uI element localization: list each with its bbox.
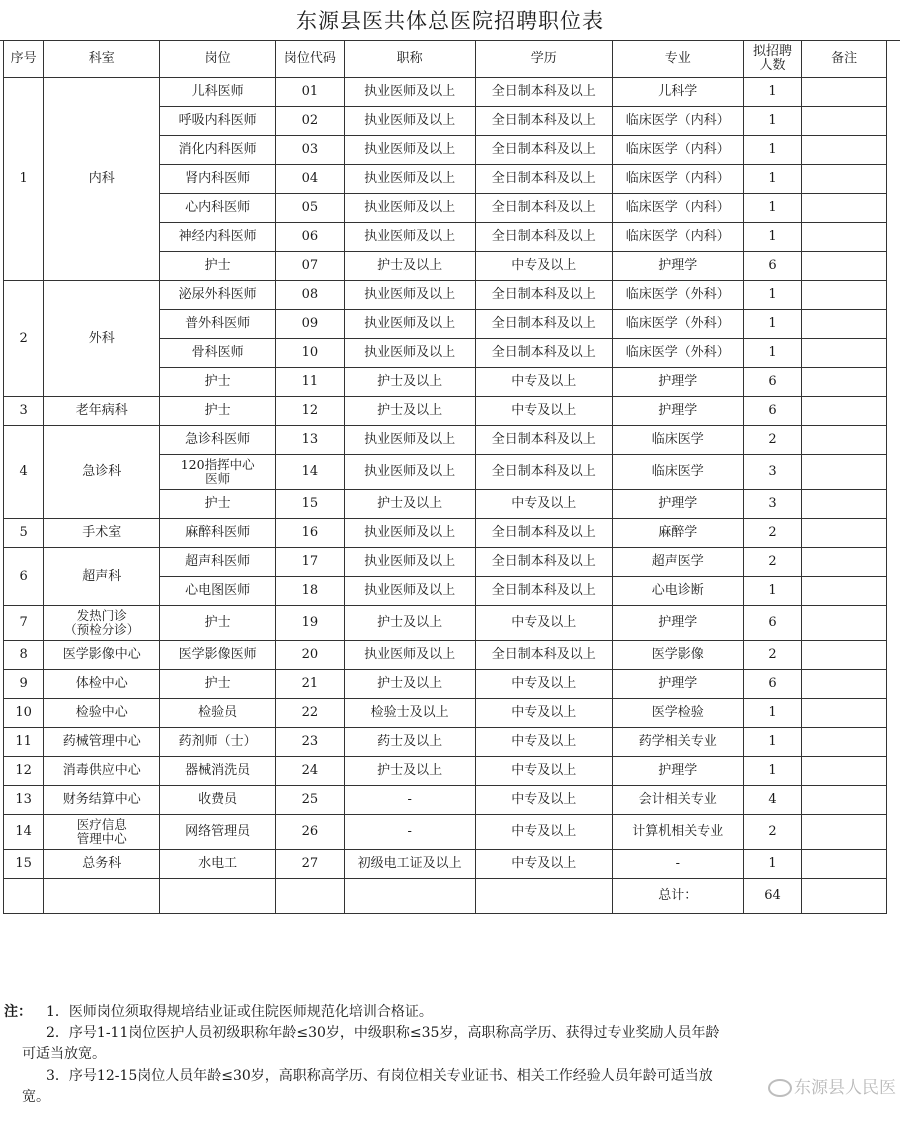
cell-count: 4 <box>743 786 801 815</box>
cell-title: 护士及以上 <box>344 397 475 426</box>
cell-remarks <box>802 165 887 194</box>
cell-major: 超声医学 <box>612 548 743 577</box>
cell-code: 13 <box>276 426 345 455</box>
cell-dept: 总务科 <box>44 850 160 879</box>
cell-code: 21 <box>276 670 345 699</box>
cell-dept: 消毒供应中心 <box>44 757 160 786</box>
cell-education: 中专及以上 <box>475 850 612 879</box>
cell-dept: 超声科 <box>44 548 160 606</box>
cell-seq: 9 <box>4 670 44 699</box>
cell-remarks <box>802 670 887 699</box>
cell-code: 12 <box>276 397 345 426</box>
cell-education: 中专及以上 <box>475 757 612 786</box>
cell-dept: 医疗信息 管理中心 <box>44 815 160 850</box>
cell-seq: 10 <box>4 699 44 728</box>
cell-major: 药学相关专业 <box>612 728 743 757</box>
table-row <box>4 426 887 455</box>
cell-remarks <box>802 577 887 606</box>
total-empty-cell <box>344 879 475 914</box>
cell-position: 神经内科医师 <box>160 223 276 252</box>
cell-count: 1 <box>743 78 801 107</box>
cell-major: 医学检验 <box>612 699 743 728</box>
cell-education: 全日制本科及以上 <box>475 641 612 670</box>
cell-count: 3 <box>743 455 801 490</box>
cell-major: 护理学 <box>612 490 743 519</box>
table-row <box>4 815 887 850</box>
cell-remarks <box>802 490 887 519</box>
cell-code: 11 <box>276 368 345 397</box>
cell-major: 护理学 <box>612 670 743 699</box>
cell-major: 儿科学 <box>612 78 743 107</box>
cell-position: 护士 <box>160 252 276 281</box>
cell-education: 全日制本科及以上 <box>475 107 612 136</box>
cell-title: 执业医师及以上 <box>344 577 475 606</box>
cell-major: 医学影像 <box>612 641 743 670</box>
cell-code: 08 <box>276 281 345 310</box>
cell-remarks <box>802 786 887 815</box>
cell-major: 护理学 <box>612 368 743 397</box>
cell-code: 24 <box>276 757 345 786</box>
cell-remarks <box>802 223 887 252</box>
header-count-line1: 拟招聘 <box>753 44 793 59</box>
cell-major: 临床医学（内科） <box>612 107 743 136</box>
cell-education: 全日制本科及以上 <box>475 548 612 577</box>
cell-dept: 体检中心 <box>44 670 160 699</box>
cell-remarks <box>802 339 887 368</box>
total-value: 64 <box>743 879 801 914</box>
cell-title: 护士及以上 <box>344 252 475 281</box>
cell-remarks <box>802 699 887 728</box>
cell-seq: 2 <box>4 281 44 397</box>
cell-position: 收费员 <box>160 786 276 815</box>
cell-remarks <box>802 136 887 165</box>
cell-major: 护理学 <box>612 606 743 641</box>
cell-count: 1 <box>743 728 801 757</box>
cell-education: 全日制本科及以上 <box>475 223 612 252</box>
cell-position: 麻醉科医师 <box>160 519 276 548</box>
table-row <box>4 728 887 757</box>
watermark-text: 东源县人民医 <box>794 1078 896 1098</box>
cell-position: 肾内科医师 <box>160 165 276 194</box>
table-row <box>4 670 887 699</box>
total-row <box>4 879 887 914</box>
cell-position: 心电图医师 <box>160 577 276 606</box>
cell-seq: 5 <box>4 519 44 548</box>
cell-count: 1 <box>743 577 801 606</box>
cell-title: 执业医师及以上 <box>344 455 475 490</box>
cell-seq: 14 <box>4 815 44 850</box>
cell-dept: 检验中心 <box>44 699 160 728</box>
cell-position: 护士 <box>160 670 276 699</box>
cell-education: 中专及以上 <box>475 397 612 426</box>
cell-code: 27 <box>276 850 345 879</box>
table-row <box>4 606 887 641</box>
cell-education: 全日制本科及以上 <box>475 455 612 490</box>
cell-position: 器械消洗员 <box>160 757 276 786</box>
cell-title: 护士及以上 <box>344 670 475 699</box>
note-1: 1．医师岗位须取得规培结业证或住院医师规范化培训合格证。 <box>46 1004 433 1020</box>
total-empty-cell <box>4 879 44 914</box>
table-row <box>4 757 887 786</box>
cell-major: 临床医学（外科） <box>612 310 743 339</box>
cell-remarks <box>802 397 887 426</box>
cell-seq: 1 <box>4 78 44 281</box>
cell-dept: 发热门诊 （预检分诊） <box>44 606 160 641</box>
cell-dept: 手术室 <box>44 519 160 548</box>
cell-remarks <box>802 252 887 281</box>
cell-dept: 药械管理中心 <box>44 728 160 757</box>
cell-major: 护理学 <box>612 397 743 426</box>
cell-title: 执业医师及以上 <box>344 519 475 548</box>
recruitment-table <box>3 40 887 914</box>
cell-remarks <box>802 281 887 310</box>
cell-remarks <box>802 426 887 455</box>
cell-count: 1 <box>743 223 801 252</box>
cell-title: 护士及以上 <box>344 368 475 397</box>
cell-education: 全日制本科及以上 <box>475 577 612 606</box>
cell-remarks <box>802 606 887 641</box>
cell-count: 1 <box>743 757 801 786</box>
cell-education: 全日制本科及以上 <box>475 194 612 223</box>
cell-position: 护士 <box>160 397 276 426</box>
table-row <box>4 548 887 577</box>
cell-dept: 医学影像中心 <box>44 641 160 670</box>
cell-title: 执业医师及以上 <box>344 641 475 670</box>
cell-education: 全日制本科及以上 <box>475 339 612 368</box>
cell-major: 临床医学（内科） <box>612 223 743 252</box>
cell-count: 1 <box>743 194 801 223</box>
cell-position: 护士 <box>160 368 276 397</box>
cell-count: 6 <box>743 606 801 641</box>
cell-education: 全日制本科及以上 <box>475 519 612 548</box>
cell-seq: 6 <box>4 548 44 606</box>
notes-label: 注： <box>4 1004 32 1020</box>
cell-count: 6 <box>743 368 801 397</box>
cell-remarks <box>802 641 887 670</box>
cell-education: 中专及以上 <box>475 670 612 699</box>
wechat-icon <box>768 1079 792 1097</box>
cell-major: 麻醉学 <box>612 519 743 548</box>
cell-remarks <box>802 78 887 107</box>
cell-title: - <box>344 815 475 850</box>
cell-count: 6 <box>743 670 801 699</box>
cell-code: 26 <box>276 815 345 850</box>
cell-education: 中专及以上 <box>475 815 612 850</box>
cell-remarks <box>802 728 887 757</box>
cell-title: 执业医师及以上 <box>344 281 475 310</box>
cell-education: 全日制本科及以上 <box>475 78 612 107</box>
cell-major: - <box>612 850 743 879</box>
page-title: 东源县医共体总医院招聘职位表 <box>0 0 900 41</box>
cell-dept: 老年病科 <box>44 397 160 426</box>
header-major: 专业 <box>612 41 743 78</box>
cell-remarks <box>802 368 887 397</box>
cell-count: 2 <box>743 426 801 455</box>
cell-major: 计算机相关专业 <box>612 815 743 850</box>
cell-position: 护士 <box>160 490 276 519</box>
cell-education: 全日制本科及以上 <box>475 165 612 194</box>
cell-position: 急诊科医师 <box>160 426 276 455</box>
cell-remarks <box>802 310 887 339</box>
cell-code: 06 <box>276 223 345 252</box>
cell-position: 药剂师（士） <box>160 728 276 757</box>
header-seq: 序号 <box>4 41 44 78</box>
cell-position: 心内科医师 <box>160 194 276 223</box>
header-remarks: 备注 <box>802 41 887 78</box>
header-position: 岗位 <box>160 41 276 78</box>
cell-title: 执业医师及以上 <box>344 107 475 136</box>
cell-code: 04 <box>276 165 345 194</box>
cell-position: 检验员 <box>160 699 276 728</box>
cell-remarks <box>802 757 887 786</box>
cell-education: 中专及以上 <box>475 368 612 397</box>
cell-education: 中专及以上 <box>475 699 612 728</box>
cell-education: 中专及以上 <box>475 786 612 815</box>
cell-position: 护士 <box>160 606 276 641</box>
cell-remarks <box>802 815 887 850</box>
note-3-continued: 宽。 <box>22 1089 50 1105</box>
cell-education: 中专及以上 <box>475 606 612 641</box>
table-row <box>4 699 887 728</box>
cell-dept: 外科 <box>44 281 160 397</box>
header-row <box>4 41 887 78</box>
note-3: 3．序号12-15岗位人员年龄≤30岁，高职称高学历、有岗位相关专业证书、相关工作经验人员年龄可适当放 <box>46 1068 713 1084</box>
cell-education: 中专及以上 <box>475 252 612 281</box>
cell-dept: 财务结算中心 <box>44 786 160 815</box>
header-count-line2: 人数 <box>759 58 786 73</box>
cell-dept: 内科 <box>44 78 160 281</box>
table-row <box>4 786 887 815</box>
cell-code: 01 <box>276 78 345 107</box>
cell-position: 120指挥中心 医师 <box>160 455 276 490</box>
cell-major: 临床医学（内科） <box>612 194 743 223</box>
cell-position: 儿科医师 <box>160 78 276 107</box>
cell-seq: 4 <box>4 426 44 519</box>
cell-major: 护理学 <box>612 252 743 281</box>
table-row <box>4 641 887 670</box>
cell-count: 1 <box>743 107 801 136</box>
cell-education: 全日制本科及以上 <box>475 136 612 165</box>
total-empty-cell <box>160 879 276 914</box>
total-empty-cell <box>276 879 345 914</box>
cell-title: 护士及以上 <box>344 757 475 786</box>
cell-title: 执业医师及以上 <box>344 223 475 252</box>
cell-title: 执业医师及以上 <box>344 310 475 339</box>
cell-count: 6 <box>743 252 801 281</box>
cell-seq: 7 <box>4 606 44 641</box>
cell-title: 检验士及以上 <box>344 699 475 728</box>
cell-major: 临床医学 <box>612 426 743 455</box>
header-title: 职称 <box>344 41 475 78</box>
total-label: 总计： <box>612 879 743 914</box>
cell-count: 6 <box>743 397 801 426</box>
cell-major: 临床医学 <box>612 455 743 490</box>
cell-seq: 15 <box>4 850 44 879</box>
cell-code: 17 <box>276 548 345 577</box>
cell-remarks <box>802 850 887 879</box>
cell-seq: 8 <box>4 641 44 670</box>
cell-major: 临床医学（内科） <box>612 136 743 165</box>
cell-title: 初级电工证及以上 <box>344 850 475 879</box>
cell-code: 03 <box>276 136 345 165</box>
note-2-continued: 可适当放宽。 <box>22 1046 106 1062</box>
total-empty-cell <box>802 879 887 914</box>
cell-title: 执业医师及以上 <box>344 194 475 223</box>
cell-title: 执业医师及以上 <box>344 165 475 194</box>
cell-code: 22 <box>276 699 345 728</box>
cell-remarks <box>802 194 887 223</box>
table-body <box>4 78 887 879</box>
header-code: 岗位代码 <box>276 41 345 78</box>
cell-count: 1 <box>743 136 801 165</box>
cell-position: 普外科医师 <box>160 310 276 339</box>
cell-code: 20 <box>276 641 345 670</box>
cell-count: 1 <box>743 310 801 339</box>
table-row <box>4 281 887 310</box>
table-row <box>4 850 887 879</box>
table-row <box>4 519 887 548</box>
total-empty-cell <box>475 879 612 914</box>
cell-title: 执业医师及以上 <box>344 548 475 577</box>
cell-title: - <box>344 786 475 815</box>
cell-code: 15 <box>276 490 345 519</box>
table-row <box>4 397 887 426</box>
cell-title: 执业医师及以上 <box>344 339 475 368</box>
watermark <box>768 1073 896 1098</box>
cell-seq: 3 <box>4 397 44 426</box>
cell-title: 药士及以上 <box>344 728 475 757</box>
cell-code: 18 <box>276 577 345 606</box>
cell-code: 19 <box>276 606 345 641</box>
cell-count: 2 <box>743 641 801 670</box>
cell-major: 临床医学（外科） <box>612 339 743 368</box>
cell-count: 2 <box>743 815 801 850</box>
cell-code: 07 <box>276 252 345 281</box>
cell-title: 执业医师及以上 <box>344 426 475 455</box>
cell-education: 全日制本科及以上 <box>475 310 612 339</box>
cell-major: 会计相关专业 <box>612 786 743 815</box>
cell-count: 1 <box>743 699 801 728</box>
header-education: 学历 <box>475 41 612 78</box>
cell-count: 1 <box>743 850 801 879</box>
cell-position: 水电工 <box>160 850 276 879</box>
cell-education: 全日制本科及以上 <box>475 281 612 310</box>
cell-remarks <box>802 548 887 577</box>
cell-count: 1 <box>743 281 801 310</box>
cell-remarks <box>802 107 887 136</box>
cell-position: 消化内科医师 <box>160 136 276 165</box>
cell-code: 09 <box>276 310 345 339</box>
cell-position: 泌尿外科医师 <box>160 281 276 310</box>
cell-position: 呼吸内科医师 <box>160 107 276 136</box>
cell-major: 心电诊断 <box>612 577 743 606</box>
cell-code: 05 <box>276 194 345 223</box>
cell-education: 中专及以上 <box>475 728 612 757</box>
cell-dept: 急诊科 <box>44 426 160 519</box>
cell-count: 2 <box>743 548 801 577</box>
cell-major: 护理学 <box>612 757 743 786</box>
cell-position: 骨科医师 <box>160 339 276 368</box>
cell-code: 25 <box>276 786 345 815</box>
cell-position: 网络管理员 <box>160 815 276 850</box>
cell-code: 10 <box>276 339 345 368</box>
cell-education: 中专及以上 <box>475 490 612 519</box>
cell-code: 02 <box>276 107 345 136</box>
cell-major: 临床医学（外科） <box>612 281 743 310</box>
cell-remarks <box>802 455 887 490</box>
cell-title: 护士及以上 <box>344 490 475 519</box>
table-row <box>4 78 887 107</box>
cell-count: 1 <box>743 339 801 368</box>
cell-remarks <box>802 519 887 548</box>
cell-position: 医学影像医师 <box>160 641 276 670</box>
cell-education: 全日制本科及以上 <box>475 426 612 455</box>
cell-code: 14 <box>276 455 345 490</box>
cell-major: 临床医学（内科） <box>612 165 743 194</box>
notes-section <box>0 1002 900 1124</box>
header-count <box>743 41 801 78</box>
cell-seq: 13 <box>4 786 44 815</box>
total-empty-cell <box>44 879 160 914</box>
header-dept: 科室 <box>44 41 160 78</box>
cell-seq: 11 <box>4 728 44 757</box>
note-2: 2．序号1-11岗位医护人员初级职称年龄≤30岁，中级职称≤35岁，高职称高学历、获得过专业奖励人员年龄 <box>46 1025 720 1041</box>
cell-title: 执业医师及以上 <box>344 136 475 165</box>
cell-count: 1 <box>743 165 801 194</box>
cell-code: 16 <box>276 519 345 548</box>
cell-title: 执业医师及以上 <box>344 78 475 107</box>
cell-seq: 12 <box>4 757 44 786</box>
cell-code: 23 <box>276 728 345 757</box>
cell-count: 2 <box>743 519 801 548</box>
cell-title: 护士及以上 <box>344 606 475 641</box>
cell-position: 超声科医师 <box>160 548 276 577</box>
cell-count: 3 <box>743 490 801 519</box>
